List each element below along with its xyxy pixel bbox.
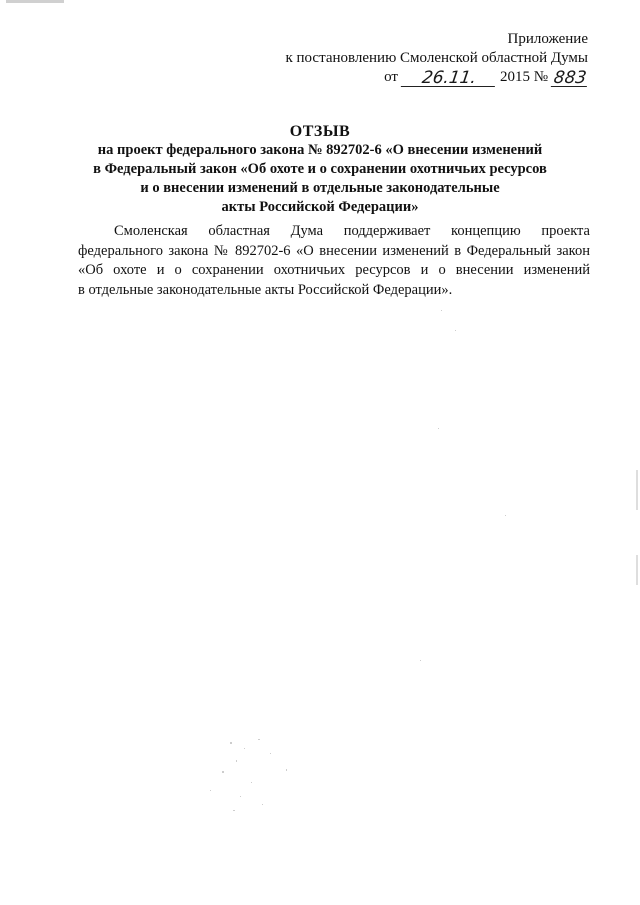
body-paragraph <box>78 222 590 300</box>
title-line: и о внесении изменений в отдельные законодательные <box>140 180 500 196</box>
document-title <box>0 122 640 217</box>
handwritten-date: 26.11. <box>401 70 497 87</box>
appendix-header <box>285 30 588 87</box>
title-line: на проект федерального закона № 892702-6 «О внесении изменений <box>97 142 543 158</box>
handwritten-number: 883 <box>552 68 588 88</box>
body-line: в отдельные законодательные акты Российской Федерации». <box>78 281 453 298</box>
body-line: Смоленская областная Дума поддерживает концепцию проекта <box>114 223 590 239</box>
title-main: ОТЗЫВ <box>289 123 351 140</box>
title-line: акты Российской Федерации» <box>221 199 419 215</box>
date-number-line <box>285 68 588 87</box>
scan-artifact <box>636 555 638 585</box>
resolution-reference: к постановлению Смоленской областной Думы <box>285 50 588 66</box>
year-number-label: 2015 № <box>499 69 548 85</box>
scan-artifact <box>636 470 638 510</box>
title-line: в Федеральный закон «Об охоте и о сохранении охотничьих ресурсов <box>93 161 547 177</box>
date-prefix: от <box>384 69 398 85</box>
scan-artifact <box>6 0 64 3</box>
body-line: «Об охоте и о сохранении охотничьих ресурсов и о внесении изменений <box>78 262 590 278</box>
body-line: федерального закона № 892702-6 «О внесении изменений в Федеральный закон <box>78 242 590 259</box>
appendix-label: Приложение <box>507 31 588 47</box>
